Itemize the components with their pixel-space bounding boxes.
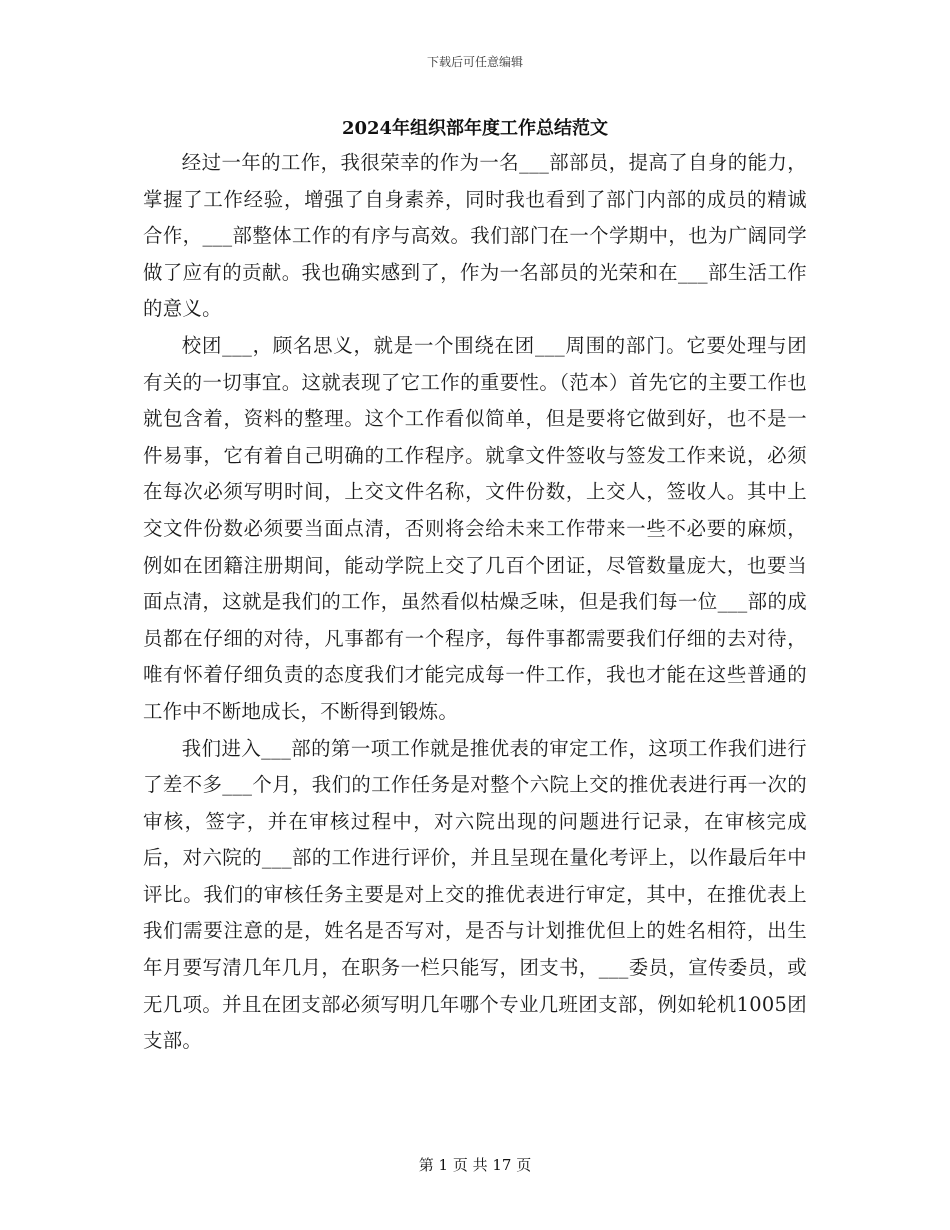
- body-paragraph: 校团___，顾名思义，就是一个围绕在团___周围的部门。它要处理与团有关的一切事宜。这就表现了它工作的重要性。（范本）首先它的主要工作也就包含着，资料的整理。这个工作看似简单，但是要将它做到好，也不是一件易事，它有着自己明确的工作程序。就拿文件签收与签发工作来说，必须在每次必须写明时间，上交文件名称，文件份数，上交人，签收人。其中上交文件份数必须要当面点清，否则将会给未来工作带来一些不必要的麻烦，例如在团籍注册期间，能动学院上交了几百个团证，尽管数量庞大，也要当面点清，这就是我们的工作，虽然看似枯燥乏味，但是我们每一位___部的成员都在仔细的对待，凡事都有一个程序，每件事都需要我们仔细的去对待，唯有怀着仔细负责的态度我们才能完成每一件工作，我也才能在这些普通的工作中不断地成长，不断得到锻炼。: [143, 333, 807, 723]
- page-number: 第 1 页 共 17 页: [418, 1156, 532, 1174]
- document-title: 2024年组织部年度工作总结范文: [341, 118, 609, 139]
- body-paragraph: 经过一年的工作，我很荣幸的作为一名___部部员，提高了自身的能力，掌握了工作经验，增强了自身素养，同时我也看到了部门内部的成员的精诚合作，___部整体工作的有序与高效。我们部门在一个学期中，也为广阔同学做了应有的贡献。我也确实感到了，作为一名部员的光荣和在___部生活工作的意义。: [143, 151, 807, 321]
- document-body: [143, 145, 807, 1060]
- page-header-note: 下载后可任意编辑: [426, 55, 523, 69]
- body-paragraph: 我们进入___部的第一项工作就是推优表的审定工作，这项工作我们进行了差不多___个月，我们的工作任务是对整个六院上交的推优表进行再一次的审核，签字，并在审核过程中，对六院出现的问题进行记录，在审核完成后，对六院的___部的工作进行评价，并且呈现在量化考评上，以作最后年中评比。我们的审核任务主要是对上交的推优表进行审定，其中，在推优表上我们需要注意的是，姓名是否写对，是否与计划推优但上的姓名相符，出生年月要写清几年几月，在职务一栏只能写，团支书，___委员，宣传委员，或无几项。并且在团支部必须写明几年哪个专业几班团支部，例如轮机1005团支部。: [143, 736, 807, 1053]
